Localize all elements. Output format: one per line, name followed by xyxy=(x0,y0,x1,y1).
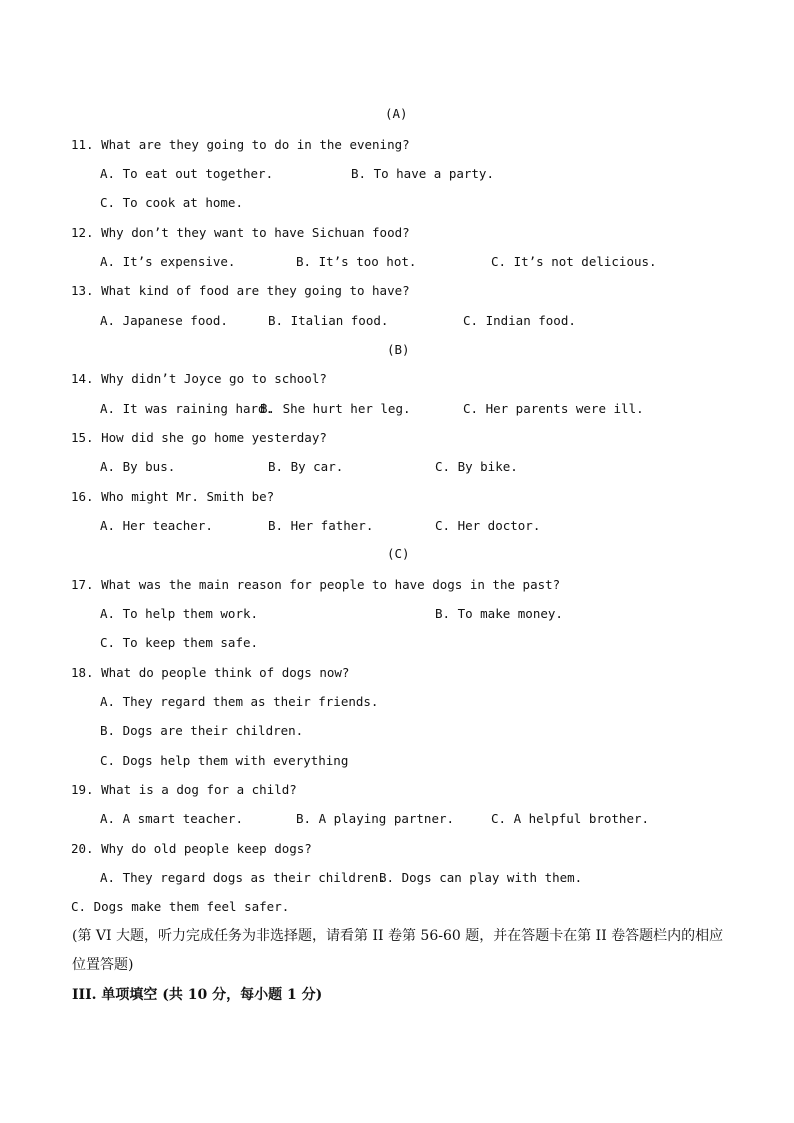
q19-option-b: B. A playing partner. xyxy=(296,811,455,826)
listening-note-line2: 位置答题) xyxy=(72,957,134,973)
q18-option-b: B. Dogs are their children. xyxy=(100,723,304,738)
q20-option-a: A. They regard dogs as their children. xyxy=(100,870,386,885)
section-three-title: III. 单项填空 (共 10 分，每小题 1 分) xyxy=(72,987,323,1003)
q12-option-a: A. It’s expensive. xyxy=(100,254,236,269)
q12-question: 12. Why don’t they want to have Sichuan food? xyxy=(71,225,410,240)
q17-option-c: C. To keep them safe. xyxy=(100,635,259,650)
q19-option-c: C. A helpful brother. xyxy=(491,811,650,826)
section-b-label: (B) xyxy=(387,342,410,357)
q14-question: 14. Why didn’t Joyce go to school? xyxy=(71,371,327,386)
section-c-label: (C) xyxy=(387,546,410,561)
q20-option-c: C. Dogs make them feel safer. xyxy=(71,899,290,914)
section-a-label: (A) xyxy=(385,106,408,121)
q17-question: 17. What was the main reason for people to have dogs in the past? xyxy=(71,577,561,592)
q16-option-a: A. Her teacher. xyxy=(100,518,213,533)
q12-option-b: B. It’s too hot. xyxy=(296,254,417,269)
q14-option-a: A. It was raining hard. xyxy=(100,401,274,416)
q20-question: 20. Why do old people keep dogs? xyxy=(71,841,312,856)
q13-option-b: B. Italian food. xyxy=(268,313,389,328)
q16-option-c: C. Her doctor. xyxy=(435,518,541,533)
q12-option-c: C. It’s not delicious. xyxy=(491,254,657,269)
q13-option-a: A. Japanese food. xyxy=(100,313,228,328)
q16-question: 16. Who might Mr. Smith be? xyxy=(71,489,275,504)
q13-question: 13. What kind of food are they going to have? xyxy=(71,283,410,298)
q11-option-a: A. To eat out together. xyxy=(100,166,274,181)
q11-question: 11. What are they going to do in the evening? xyxy=(71,137,410,152)
q20-option-b: B. Dogs can play with them. xyxy=(379,870,583,885)
q15-option-b: B. By car. xyxy=(268,459,344,474)
q17-option-a: A. To help them work. xyxy=(100,606,259,621)
q14-option-b: B. She hurt her leg. xyxy=(260,401,411,416)
q19-question: 19. What is a dog for a child? xyxy=(71,782,297,797)
q15-option-c: C. By bike. xyxy=(435,459,518,474)
q18-question: 18. What do people think of dogs now? xyxy=(71,665,350,680)
q13-option-c: C. Indian food. xyxy=(463,313,576,328)
q14-option-c: C. Her parents were ill. xyxy=(463,401,644,416)
q16-option-b: B. Her father. xyxy=(268,518,374,533)
q11-option-c: C. To cook at home. xyxy=(100,195,243,210)
q17-option-b: B. To make money. xyxy=(435,606,563,621)
q18-option-a: A. They regard them as their friends. xyxy=(100,694,379,709)
q11-option-b: B. To have a party. xyxy=(351,166,494,181)
q19-option-a: A. A smart teacher. xyxy=(100,811,243,826)
q15-question: 15. How did she go home yesterday? xyxy=(71,430,327,445)
q18-option-c: C. Dogs help them with everything xyxy=(100,753,349,768)
q15-option-a: A. By bus. xyxy=(100,459,176,474)
listening-note-line1: (第 VI 大题，听力完成任务为非选择题，请看第 II 卷第 56-60 题，并在答题卡在第 II 卷答题栏内的相应 xyxy=(72,928,724,944)
